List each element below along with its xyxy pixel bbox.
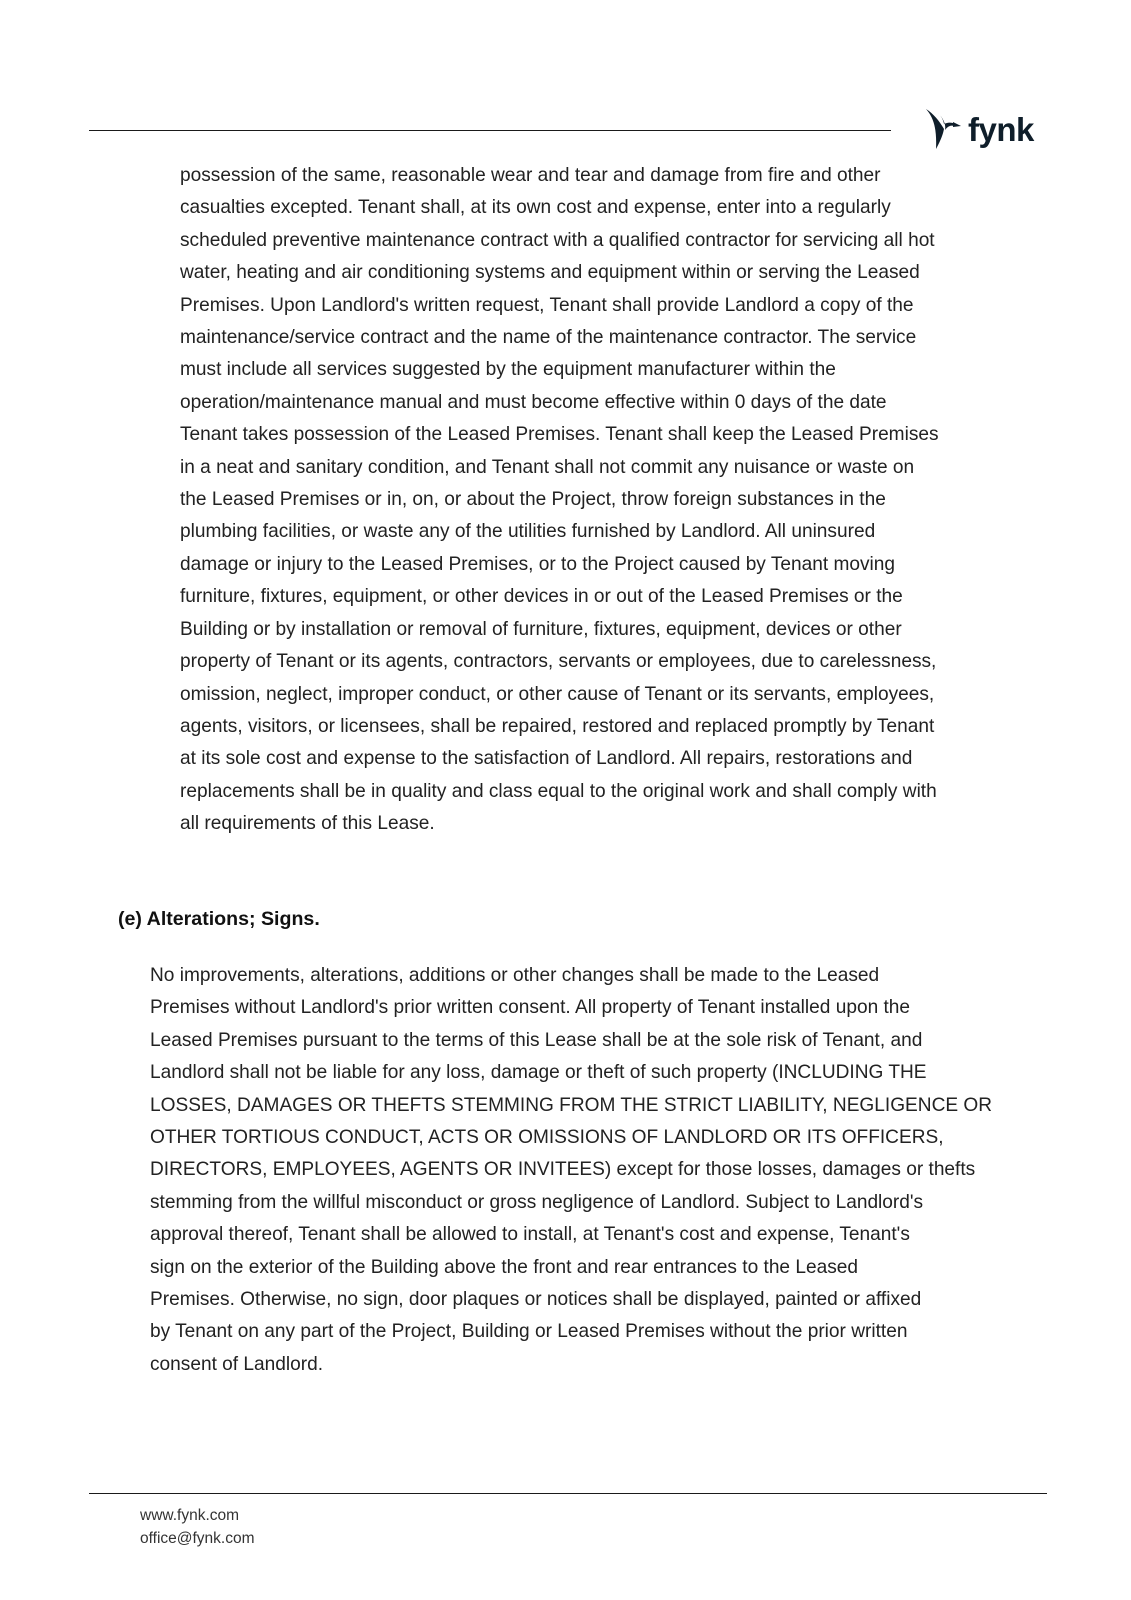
bird-icon [924, 107, 964, 151]
section-heading-alterations-signs: (e) Alterations; Signs. [118, 908, 320, 930]
fynk-logo [924, 104, 1034, 154]
logo-wordmark: fynk [968, 110, 1034, 148]
header-divider [89, 130, 891, 131]
footer-website: www.fynk.com [140, 1507, 240, 1524]
footer-email: office@fynk.com [140, 1530, 255, 1547]
lease-paragraph-maintenance: possession of the same, reasonable wear and tear and damage from fire and other casualties excepted. Tenant shall, at its own cost and expense, enter into a regularly scheduled preventive maintenance contract with a qualified contractor for servicing all hot water, heating and air conditioning systems and equipment within or serving the Leased Premises. Upon Landlord's written request, Tenant shall provide Landlord a copy of the maintenance/service contract and the name of the maintenance contractor. The service must include all services suggested by the equipment manufacturer within the operation/maintenance manual and must become effective within 0 days of the date Tenant takes possession of the Leased Premises. Tenant shall keep the Leased Premises in a neat and sanitary condition, and Tenant shall not commit any nuisance or waste on the Leased Premises or in, on, or about the Project, throw foreign substances in the plumbing facilities, or waste any of the utilities furnished by Landlord. All uninsured damage or injury to the Leased Premises, or to the Project caused by Tenant moving furniture, fixtures, equipment, or other devices in or out of the Leased Premises or the Building or by installation or removal of furniture, fixtures, equipment, devices or other property of Tenant or its agents, contractors, servants or employees, due to carelessness, omission, neglect, improper conduct, or other cause of Tenant or its servants, employees, agents, visitors, or licensees, shall be repaired, restored and replaced promptly by Tenant at its sole cost and expense to the satisfaction of Landlord. All repairs, restorations and replacements shall be in quality and class equal to the original work and shall comply with all requirements of this Lease. [180, 165, 939, 835]
lease-paragraph-alterations: No improvements, alterations, additions or other changes shall be made to the Leased Premises without Landlord's prior written consent. All property of Tenant installed upon the Leased Premises pursuant to the terms of this Lease shall be at the sole risk of Tenant, and Landlord shall not be liable for any loss, damage or theft of such property (INCLUDING THE LOSSES, DAMAGES OR THEFTS STEMMING FROM THE STRICT LIABILITY, NEGLIGENCE OR OTHER TORTIOUS CONDUCT, ACTS OR OMISSIONS OF LANDLORD OR ITS OFFICERS, DIRECTORS, EMPLOYEES, AGENTS OR INVITEES) except for those losses, damages or thefts stemming from the willful misconduct or gross negligence of Landlord. Subject to Landlord's approval thereof, Tenant shall be allowed to install, at Tenant's cost and expense, Tenant's sign on the exterior of the Building above the front and rear entrances to the Leased Premises. Otherwise, no sign, door plaques or notices shall be displayed, painted or affixed by Tenant on any part of the Project, Building or Leased Premises without the prior written consent of Landlord. [150, 965, 993, 1375]
footer-divider [89, 1493, 1047, 1494]
